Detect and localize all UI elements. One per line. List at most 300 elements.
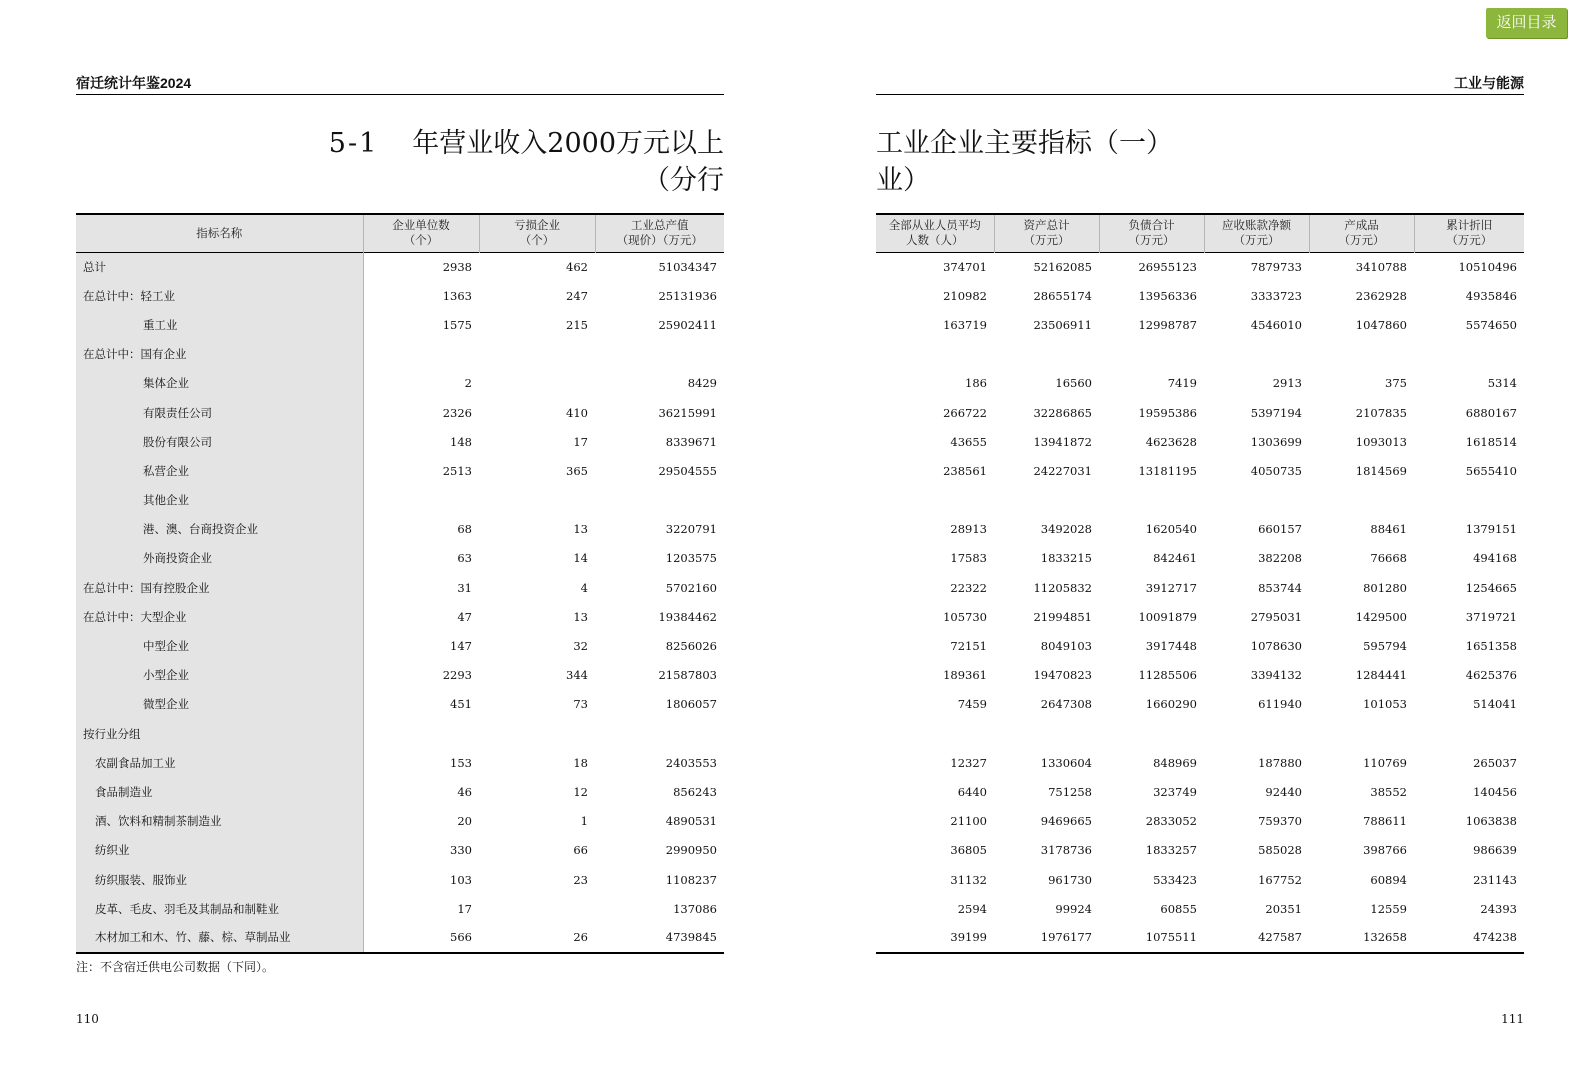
cell-value: 3912717 xyxy=(1145,580,1197,595)
cell-value: 1047860 xyxy=(1355,317,1407,332)
cell-value: 585028 xyxy=(1258,843,1302,858)
row-label: 小型企业 xyxy=(76,661,363,690)
row-label: 有限责任公司 xyxy=(76,398,363,427)
table-row xyxy=(76,807,724,836)
table-row xyxy=(76,340,724,369)
cell-value: 6880167 xyxy=(1465,405,1517,420)
cell-value: 73 xyxy=(573,697,588,712)
cell-value: 26955123 xyxy=(1138,259,1197,274)
cell-value: 163719 xyxy=(943,317,987,332)
cell-value: 105730 xyxy=(943,609,987,624)
cell-value: 22322 xyxy=(950,580,987,595)
cell-value: 140456 xyxy=(1473,784,1517,799)
cell-value: 10510496 xyxy=(1458,259,1517,274)
cell-value: 751258 xyxy=(1048,784,1092,799)
cell-value: 494168 xyxy=(1473,551,1517,566)
row-label: 纺织业 xyxy=(76,836,363,865)
cell-value: 10091879 xyxy=(1138,609,1197,624)
cell-value xyxy=(1204,340,1309,369)
cell-value: 330 xyxy=(450,843,472,858)
cell-value xyxy=(1414,340,1524,369)
cell-value: 21994851 xyxy=(1033,609,1092,624)
cell-value xyxy=(595,486,724,515)
title-part-2: （分行 xyxy=(643,165,724,196)
row-label: 外商投资企业 xyxy=(76,544,363,573)
cell-value xyxy=(1414,486,1524,515)
cell-value: 2990950 xyxy=(665,843,717,858)
column-header-liabilities: 负债合计 （万元） xyxy=(1099,214,1204,252)
cell-value: 2833052 xyxy=(1145,814,1197,829)
cell-value: 36215991 xyxy=(658,405,717,420)
cell-value: 842461 xyxy=(1153,551,1197,566)
table-row xyxy=(876,398,1524,427)
table-row xyxy=(876,923,1524,952)
cell-value: 1620540 xyxy=(1145,522,1197,537)
cell-value: 36805 xyxy=(950,843,987,858)
cell-value: 848969 xyxy=(1153,755,1197,770)
table-row xyxy=(876,340,1524,369)
cell-value: 21587803 xyxy=(658,668,717,683)
title-part-1: 年营业收入2000万元以上 xyxy=(412,128,724,159)
cell-value: 5314 xyxy=(1487,376,1517,391)
cell-value: 4739845 xyxy=(665,930,717,945)
cell-value: 2938 xyxy=(442,259,472,274)
cell-value: 147 xyxy=(450,639,472,654)
cell-value: 451 xyxy=(450,697,472,712)
cell-value: 1303699 xyxy=(1250,434,1302,449)
left-page xyxy=(76,0,724,1077)
row-label: 集体企业 xyxy=(76,369,363,398)
cell-value: 4625376 xyxy=(1465,668,1517,683)
cell-value: 801280 xyxy=(1363,580,1407,595)
cell-value: 1660290 xyxy=(1145,697,1197,712)
table-row xyxy=(876,661,1524,690)
table-note: 注：不含宿迁供电公司数据（下同）。 xyxy=(76,960,275,974)
cell-value: 12327 xyxy=(950,755,987,770)
table-row xyxy=(76,573,724,602)
cell-value: 19470823 xyxy=(1033,668,1092,683)
cell-value: 410 xyxy=(566,405,588,420)
table-row xyxy=(76,748,724,777)
cell-value: 103 xyxy=(450,872,472,887)
cell-value: 398766 xyxy=(1363,843,1407,858)
cell-value: 231143 xyxy=(1473,872,1517,887)
table-row xyxy=(76,631,724,660)
cell-value: 514041 xyxy=(1473,697,1517,712)
cell-value: 189361 xyxy=(943,668,987,683)
cell-value: 167752 xyxy=(1258,872,1302,887)
table-row xyxy=(876,369,1524,398)
cell-value: 247 xyxy=(566,288,588,303)
table-row xyxy=(76,486,724,515)
cell-value: 29504555 xyxy=(658,463,717,478)
cell-value: 1429500 xyxy=(1355,609,1407,624)
cell-value: 32 xyxy=(573,639,588,654)
table-row xyxy=(876,690,1524,719)
column-header-indicator: 指标名称 xyxy=(76,214,363,252)
cell-value: 39199 xyxy=(950,930,987,945)
cell-value: 11205832 xyxy=(1033,580,1092,595)
table-row xyxy=(76,456,724,485)
title-part-4: 业） xyxy=(876,165,930,196)
cell-value: 16560 xyxy=(1055,376,1092,391)
right-page xyxy=(876,0,1524,1077)
table-row xyxy=(876,807,1524,836)
right-running-header: 工业与能源 xyxy=(876,75,1524,95)
cell-value: 137086 xyxy=(673,901,717,916)
row-label: 微型企业 xyxy=(76,690,363,719)
cell-value: 215 xyxy=(566,317,588,332)
cell-value: 3917448 xyxy=(1145,639,1197,654)
cell-value: 43655 xyxy=(950,434,987,449)
cell-value: 148 xyxy=(450,434,472,449)
cell-value: 1284441 xyxy=(1355,668,1407,683)
table-row xyxy=(76,252,724,281)
row-label: 在总计中：国有企业 xyxy=(76,340,363,369)
cell-value: 4050735 xyxy=(1250,463,1302,478)
cell-value: 4 xyxy=(580,580,588,595)
row-label: 其他企业 xyxy=(76,486,363,515)
cell-value: 474238 xyxy=(1473,930,1517,945)
cell-value: 1 xyxy=(580,814,588,829)
row-label: 在总计中：国有控股企业 xyxy=(76,573,363,602)
cell-value: 2513 xyxy=(442,463,472,478)
table-row xyxy=(76,836,724,865)
cell-value: 533423 xyxy=(1153,872,1197,887)
row-label: 酒、饮料和精制茶制造业 xyxy=(76,807,363,836)
cell-value xyxy=(1099,719,1204,748)
cell-value: 12 xyxy=(573,784,588,799)
cell-value: 13956336 xyxy=(1138,288,1197,303)
cell-value: 660157 xyxy=(1258,522,1302,537)
cell-value: 3178736 xyxy=(1040,843,1092,858)
cell-value xyxy=(479,486,595,515)
right-page-number: 111 xyxy=(1501,1012,1524,1026)
cell-value: 4623628 xyxy=(1145,434,1197,449)
cell-value: 68 xyxy=(457,522,472,537)
back-to-contents-button[interactable]: 返回目录 xyxy=(1486,8,1567,38)
cell-value: 374701 xyxy=(943,259,987,274)
cell-value: 51034347 xyxy=(658,259,717,274)
table-row xyxy=(876,281,1524,310)
cell-value: 382208 xyxy=(1258,551,1302,566)
cell-value: 13181195 xyxy=(1138,463,1197,478)
cell-value: 1063838 xyxy=(1465,814,1517,829)
cell-value: 2326 xyxy=(442,405,472,420)
table-row xyxy=(76,427,724,456)
cell-value: 12998787 xyxy=(1138,317,1197,332)
cell-value: 8339671 xyxy=(665,434,717,449)
cell-value: 19384462 xyxy=(658,609,717,624)
cell-value xyxy=(876,486,994,515)
cell-value: 38552 xyxy=(1370,784,1407,799)
table-row xyxy=(76,602,724,631)
cell-value: 31132 xyxy=(950,872,987,887)
cell-value xyxy=(595,340,724,369)
cell-value: 5702160 xyxy=(665,580,717,595)
cell-value: 5397194 xyxy=(1250,405,1302,420)
cell-value: 2 xyxy=(464,376,472,391)
table-row xyxy=(876,252,1524,281)
row-label: 在总计中：大型企业 xyxy=(76,602,363,631)
left-page-number: 110 xyxy=(76,1012,99,1026)
right-table-title xyxy=(876,125,1173,199)
cell-value: 3719721 xyxy=(1465,609,1517,624)
table-row xyxy=(876,748,1524,777)
cell-value xyxy=(363,486,479,515)
cell-value: 759370 xyxy=(1258,814,1302,829)
table-row xyxy=(76,719,724,748)
cell-value xyxy=(1204,719,1309,748)
table-row xyxy=(76,398,724,427)
cell-value: 5655410 xyxy=(1465,463,1517,478)
cell-value: 17 xyxy=(457,901,472,916)
column-header-output: 工业总产值 （现价）（万元） xyxy=(595,214,724,252)
cell-value: 110769 xyxy=(1363,755,1407,770)
column-header-employees: 全部从业人员平均 人数（人） xyxy=(876,214,994,252)
left-data-table xyxy=(76,213,724,954)
cell-value: 961730 xyxy=(1048,872,1092,887)
cell-value: 265037 xyxy=(1473,755,1517,770)
row-label: 重工业 xyxy=(76,310,363,339)
cell-value xyxy=(994,486,1099,515)
cell-value xyxy=(876,719,994,748)
table-row xyxy=(876,515,1524,544)
cell-value: 1379151 xyxy=(1465,522,1517,537)
cell-value: 63 xyxy=(457,551,472,566)
cell-value: 21100 xyxy=(950,814,987,829)
cell-value: 595794 xyxy=(1363,639,1407,654)
cell-value xyxy=(1099,486,1204,515)
cell-value: 6440 xyxy=(957,784,987,799)
row-label: 食品制造业 xyxy=(76,777,363,806)
cell-value: 856243 xyxy=(673,784,717,799)
table-row xyxy=(876,894,1524,923)
cell-value: 12559 xyxy=(1370,901,1407,916)
right-table-header-row xyxy=(876,214,1524,252)
row-label: 纺织服装、服饰业 xyxy=(76,865,363,894)
cell-value: 9469665 xyxy=(1040,814,1092,829)
row-label: 按行业分组 xyxy=(76,719,363,748)
cell-value: 1075511 xyxy=(1145,930,1197,945)
cell-value: 611940 xyxy=(1258,697,1302,712)
cell-value: 23 xyxy=(573,872,588,887)
title-part-3: 工业企业主要指标（一） xyxy=(876,128,1173,159)
cell-value: 1093013 xyxy=(1355,434,1407,449)
cell-value xyxy=(876,340,994,369)
table-row xyxy=(876,486,1524,515)
cell-value: 853744 xyxy=(1258,580,1302,595)
cell-value: 76668 xyxy=(1370,551,1407,566)
table-row xyxy=(76,515,724,544)
cell-value: 4546010 xyxy=(1250,317,1302,332)
cell-value: 47 xyxy=(457,609,472,624)
cell-value: 24393 xyxy=(1480,901,1517,916)
cell-value: 31 xyxy=(457,580,472,595)
cell-value: 13 xyxy=(573,609,588,624)
column-header-loss: 亏损企业 （个） xyxy=(479,214,595,252)
row-label: 港、澳、台商投资企业 xyxy=(76,515,363,544)
table-row xyxy=(76,661,724,690)
table-row xyxy=(876,310,1524,339)
cell-value: 25131936 xyxy=(658,288,717,303)
table-row xyxy=(76,894,724,923)
cell-value: 375 xyxy=(1385,376,1407,391)
cell-value: 2594 xyxy=(957,901,987,916)
cell-value: 238561 xyxy=(943,463,987,478)
cell-value: 3410788 xyxy=(1355,259,1407,274)
table-row xyxy=(76,310,724,339)
cell-value: 1806057 xyxy=(665,697,717,712)
cell-value: 60894 xyxy=(1370,872,1407,887)
cell-value: 2403553 xyxy=(665,755,717,770)
cell-value: 28913 xyxy=(950,522,987,537)
cell-value: 11285506 xyxy=(1138,668,1197,683)
table-row xyxy=(876,777,1524,806)
cell-value: 210982 xyxy=(943,288,987,303)
cell-value: 266722 xyxy=(943,405,987,420)
cell-value: 1814569 xyxy=(1355,463,1407,478)
cell-value: 7459 xyxy=(957,697,987,712)
cell-value: 26 xyxy=(573,930,588,945)
row-label: 木材加工和木、竹、藤、棕、草制品业 xyxy=(76,923,363,952)
cell-value: 1976177 xyxy=(1040,930,1092,945)
cell-value: 1078630 xyxy=(1250,639,1302,654)
cell-value: 92440 xyxy=(1265,784,1302,799)
table-row xyxy=(876,602,1524,631)
cell-value: 1108237 xyxy=(665,872,717,887)
cell-value: 46 xyxy=(457,784,472,799)
cell-value: 52162085 xyxy=(1033,259,1092,274)
table-row xyxy=(876,836,1524,865)
cell-value xyxy=(363,340,479,369)
cell-value xyxy=(994,719,1099,748)
table-row xyxy=(76,369,724,398)
row-label: 皮革、毛皮、羽毛及其制品和制鞋业 xyxy=(76,894,363,923)
cell-value: 186 xyxy=(965,376,987,391)
right-data-table xyxy=(876,213,1524,954)
cell-value: 20 xyxy=(457,814,472,829)
cell-value: 4890531 xyxy=(665,814,717,829)
cell-value: 20351 xyxy=(1265,901,1302,916)
cell-value: 88461 xyxy=(1370,522,1407,537)
column-header-units: 企业单位数 （个） xyxy=(363,214,479,252)
table-row xyxy=(76,865,724,894)
cell-value xyxy=(595,719,724,748)
cell-value: 1575 xyxy=(442,317,472,332)
cell-value: 66 xyxy=(573,843,588,858)
cell-value xyxy=(479,894,595,923)
cell-value xyxy=(1309,340,1414,369)
row-label: 私营企业 xyxy=(76,456,363,485)
column-header-depreciation: 累计折旧 （万元） xyxy=(1414,214,1524,252)
cell-value: 566 xyxy=(450,930,472,945)
cell-value: 18 xyxy=(573,755,588,770)
table-row xyxy=(876,544,1524,573)
cell-value: 986639 xyxy=(1473,843,1517,858)
cell-value: 1363 xyxy=(442,288,472,303)
cell-value: 427587 xyxy=(1258,930,1302,945)
table-number: 5-1 xyxy=(328,128,379,159)
cell-value: 8429 xyxy=(687,376,717,391)
cell-value: 2913 xyxy=(1272,376,1302,391)
cell-value xyxy=(1204,486,1309,515)
cell-value: 7879733 xyxy=(1250,259,1302,274)
cell-value xyxy=(363,719,479,748)
cell-value: 17 xyxy=(573,434,588,449)
cell-value: 1254665 xyxy=(1465,580,1517,595)
column-header-receivables: 应收账款净额 （万元） xyxy=(1204,214,1309,252)
cell-value xyxy=(479,340,595,369)
cell-value: 101053 xyxy=(1363,697,1407,712)
cell-value xyxy=(1099,340,1204,369)
cell-value: 72151 xyxy=(950,639,987,654)
table-row xyxy=(876,573,1524,602)
cell-value: 25902411 xyxy=(658,317,717,332)
left-running-header: 宿迁统计年鉴2024 xyxy=(76,75,724,95)
cell-value: 14 xyxy=(573,551,588,566)
left-table-header-row xyxy=(76,214,724,252)
cell-value: 2795031 xyxy=(1250,609,1302,624)
cell-value: 2362928 xyxy=(1355,288,1407,303)
table-row xyxy=(76,544,724,573)
cell-value: 2647308 xyxy=(1040,697,1092,712)
table-row xyxy=(876,631,1524,660)
cell-value xyxy=(1414,719,1524,748)
cell-value: 28655174 xyxy=(1033,288,1092,303)
column-header-finished-goods: 产成品 （万元） xyxy=(1309,214,1414,252)
cell-value: 323749 xyxy=(1153,784,1197,799)
table-row xyxy=(876,719,1524,748)
table-row xyxy=(76,281,724,310)
cell-value: 3333723 xyxy=(1250,288,1302,303)
cell-value: 19595386 xyxy=(1138,405,1197,420)
cell-value: 1330604 xyxy=(1040,755,1092,770)
cell-value xyxy=(479,369,595,398)
table-row xyxy=(876,456,1524,485)
cell-value: 788611 xyxy=(1363,814,1407,829)
cell-value: 1833257 xyxy=(1145,843,1197,858)
cell-value: 1618514 xyxy=(1465,434,1517,449)
cell-value: 23506911 xyxy=(1033,317,1092,332)
cell-value: 32286865 xyxy=(1033,405,1092,420)
cell-value xyxy=(994,340,1099,369)
row-label: 股份有限公司 xyxy=(76,427,363,456)
cell-value: 1203575 xyxy=(665,551,717,566)
cell-value: 1833215 xyxy=(1040,551,1092,566)
table-row xyxy=(76,777,724,806)
cell-value: 365 xyxy=(566,463,588,478)
cell-value: 1651358 xyxy=(1465,639,1517,654)
cell-value: 24227031 xyxy=(1033,463,1092,478)
column-header-assets: 资产总计 （万元） xyxy=(994,214,1099,252)
table-row xyxy=(76,690,724,719)
cell-value: 3492028 xyxy=(1040,522,1092,537)
cell-value xyxy=(1309,486,1414,515)
cell-value: 344 xyxy=(566,668,588,683)
cell-value: 8049103 xyxy=(1040,639,1092,654)
cell-value: 3220791 xyxy=(665,522,717,537)
cell-value: 8256026 xyxy=(665,639,717,654)
cell-value xyxy=(479,719,595,748)
cell-value: 99924 xyxy=(1055,901,1092,916)
cell-value: 2293 xyxy=(442,668,472,683)
row-label: 在总计中：轻工业 xyxy=(76,281,363,310)
cell-value: 13 xyxy=(573,522,588,537)
cell-value: 3394132 xyxy=(1250,668,1302,683)
cell-value: 153 xyxy=(450,755,472,770)
cell-value: 462 xyxy=(566,259,588,274)
